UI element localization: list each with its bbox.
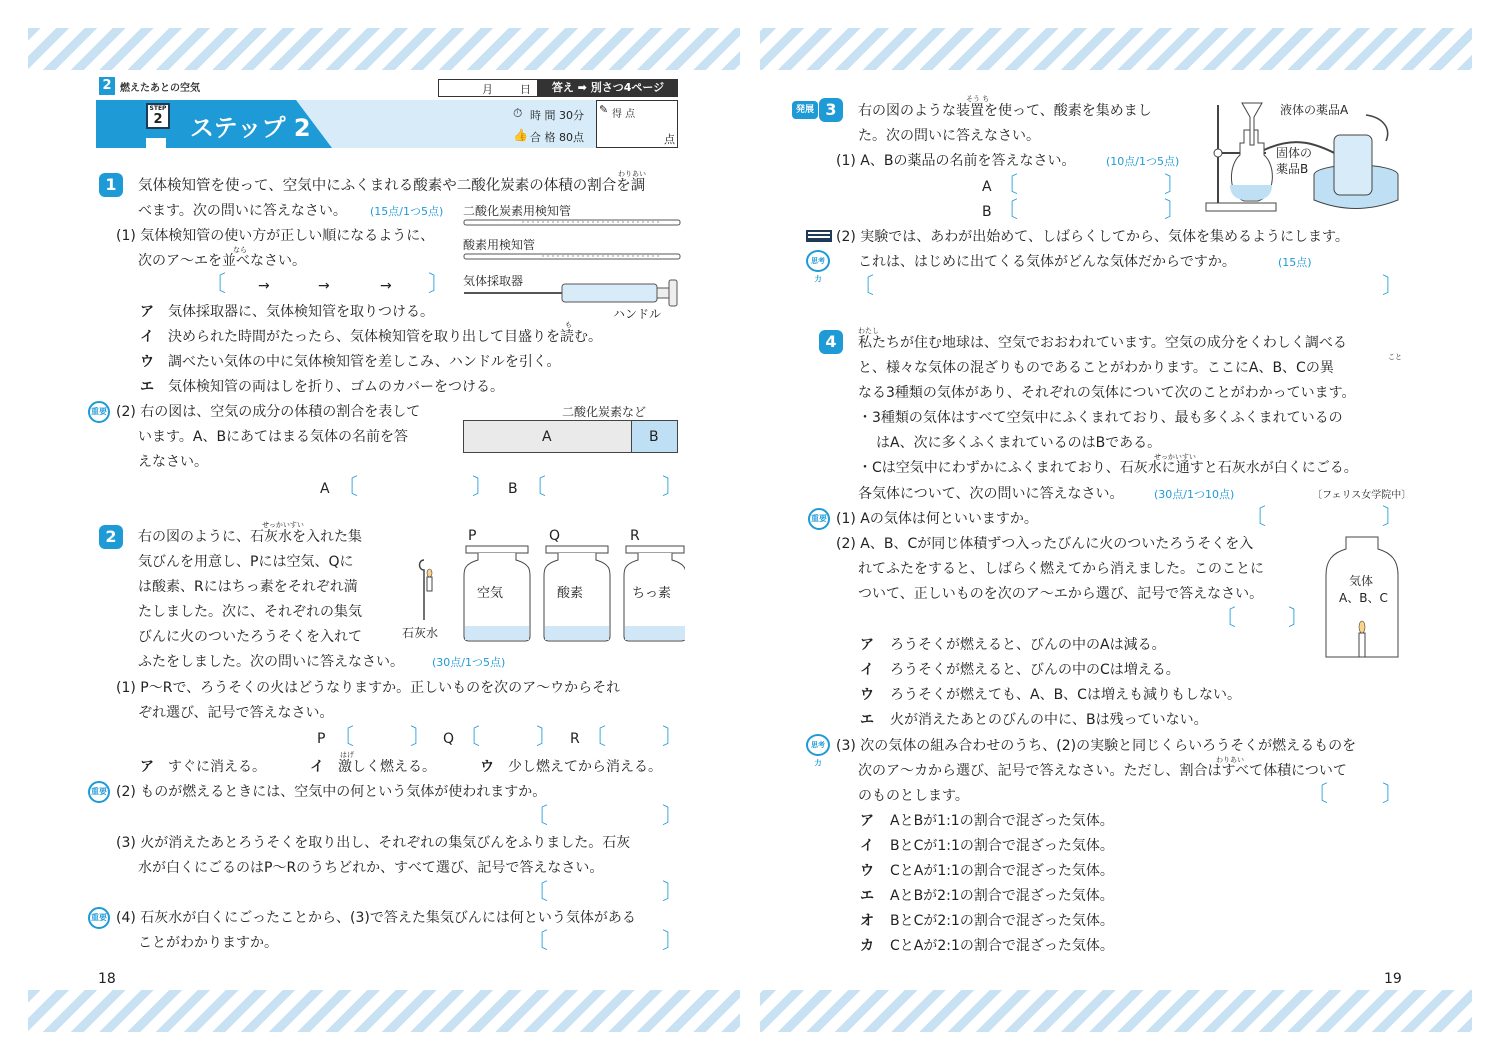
q1-sub1-line2: 次のア〜エを並べなさい。 bbox=[138, 253, 306, 269]
ruby-koto: こと bbox=[1388, 353, 1402, 361]
q4-sub2-option-text: ろうそくが燃えると、びんの中のAは減る。 bbox=[890, 637, 1166, 653]
q4-sub3-option-text: AとBが1:1の割合で混ざった気体。 bbox=[890, 813, 1114, 829]
q1-option-text: 決められた時間がたったら、気体検知管を取り出して目盛りを読む。 bbox=[168, 329, 602, 345]
q4-sub2-option-key: ウ bbox=[860, 687, 874, 703]
school-source: 〔フェリス女学院中〕 bbox=[1312, 490, 1412, 501]
q2-option-u-key: ウ bbox=[480, 759, 494, 775]
right-page-number: 19 bbox=[1384, 971, 1402, 987]
q3-text-line1: 右の図のような装置を使って、酸素を集めまし bbox=[858, 103, 1152, 119]
q2-answer-r-box[interactable]: 〔 〕 bbox=[584, 725, 684, 750]
q4-bullet1-line1: ・3種類の気体はすべて空気中にふくまれており、最も多くふくまれているの bbox=[858, 410, 1343, 426]
q4-sub2-option-text: ろうそくが燃えても、A、B、Cは増えも減りもしない。 bbox=[890, 687, 1241, 703]
hint-icon bbox=[806, 230, 832, 242]
q4-points: (30点/1つ10点) bbox=[1154, 488, 1235, 501]
air-bar-note: 二酸化炭素など bbox=[562, 405, 647, 419]
advanced-tag: 発展 bbox=[792, 101, 818, 119]
important-icon: 重要 bbox=[88, 401, 110, 423]
q2-points: (30点/1つ5点) bbox=[432, 656, 506, 669]
q4-text-line3: なる3種類の気体があり、それぞれの気体について次のことがわかっています。 bbox=[858, 385, 1356, 401]
q4-sub3-option-text: CとAが2:1の割合で混ざった気体。 bbox=[890, 938, 1114, 954]
q3-text-line2: た。次の問いに答えなさい。 bbox=[858, 128, 1040, 144]
question-2-badge: 2 bbox=[99, 525, 123, 549]
question-3-badge: 3 bbox=[819, 98, 843, 122]
q2-sub4-line2: ことがわかりますか。 bbox=[138, 935, 278, 951]
q1-option-key: ウ bbox=[140, 354, 154, 370]
sampler-label: 気体採取器 bbox=[463, 274, 524, 288]
handle-label: ハンドル bbox=[613, 307, 662, 321]
ruby-souchi: そう ち bbox=[966, 95, 990, 103]
passing-score: 合 格 80点 bbox=[530, 131, 584, 144]
page-spine bbox=[740, 0, 760, 1061]
q4-sub3-line: 次のア〜カから選び、記号で答えなさい。ただし、割合はすべて体積について bbox=[858, 763, 1347, 779]
q2-option-i-key: イ bbox=[310, 759, 324, 775]
score-unit: 点 bbox=[664, 133, 675, 146]
q1-answer-b-box[interactable]: 〔 〕 bbox=[524, 475, 684, 500]
q4-bullet1-line2: はA、次に多くふくまれているのはBである。 bbox=[876, 435, 1162, 451]
q3-answer-a-label: A bbox=[982, 179, 992, 195]
air-bar-a-label: A bbox=[542, 429, 552, 445]
q1-answer-a-label: A bbox=[320, 481, 330, 497]
q2-text-line: たしました。次に、それぞれの集気 bbox=[138, 604, 362, 620]
q2-sub4-answer-box[interactable]: 〔 〕 bbox=[526, 929, 684, 954]
q4-sub3-option-key: カ bbox=[860, 938, 874, 954]
solid-reagent-label-1: 固体の bbox=[1276, 146, 1313, 160]
day-label: 日 bbox=[520, 83, 531, 96]
q4-sub3-option-text: BとCが2:1の割合で混ざった気体。 bbox=[890, 913, 1114, 929]
q2-sub3-line2: 水が白くにごるのはP〜Rのうちどれか、すべて選び、記号で答えなさい。 bbox=[138, 860, 604, 876]
q4-sub3-option-key: オ bbox=[860, 913, 874, 929]
jar-q-label: Q bbox=[549, 528, 561, 544]
q4-sub2-option-text: 火が消えたあとのびんの中に、Bは残っていない。 bbox=[890, 712, 1208, 728]
q2-text-line: は酸素、Rにはちっ素をそれぞれ満 bbox=[138, 579, 358, 595]
q3-sub1-points: (10点/1つ5点) bbox=[1106, 155, 1180, 168]
q2-sub2: (2) ものが燃えるときには、空気中の何という気体が使われますか。 bbox=[116, 784, 547, 800]
q3-answer-b-box[interactable]: 〔 〕 bbox=[996, 198, 1186, 223]
jar-q-content: 酸素 bbox=[557, 586, 584, 601]
chapter-title: 燃えたあとの空気 bbox=[120, 83, 200, 94]
ruby-hage: はげ bbox=[340, 751, 354, 759]
q4-text-line2: と、様々な気体の混ざりものであることがわかります。ここにA、B、Cの異 bbox=[858, 360, 1334, 376]
q4-sub3-option-text: BとCが1:1の割合で混ざった気体。 bbox=[890, 838, 1114, 854]
q2-option-u-text: 少し燃えてから消える。 bbox=[508, 759, 662, 775]
q1-sub1-line1: (1) 気体検知管の使い方が正しい順になるように、 bbox=[116, 228, 435, 244]
q2-sub2-answer-box[interactable]: 〔 〕 bbox=[526, 804, 684, 829]
q4-sub3-option-key: イ bbox=[860, 838, 874, 854]
q4-sub3-option-text: CとAが1:1の割合で混ざった気体。 bbox=[890, 863, 1114, 879]
limewater-label: 石灰水 bbox=[402, 626, 439, 640]
thinking-icon: 思考力 bbox=[806, 734, 830, 756]
q2-answer-p-box[interactable]: 〔 〕 bbox=[332, 725, 432, 750]
q2-sub3-answer-box[interactable]: 〔 〕 bbox=[526, 880, 684, 905]
chapter-badge: 2 bbox=[99, 77, 115, 95]
q4-sub3-answer-box[interactable]: 〔 〕 bbox=[1306, 782, 1404, 807]
q4-text-line4: 各気体について、次の問いに答えなさい。 bbox=[858, 486, 1124, 502]
q2-answer-r-label: R bbox=[570, 731, 580, 747]
q4-sub2-option-key: イ bbox=[860, 662, 874, 678]
q1-sub2-line3: えなさい。 bbox=[138, 454, 208, 470]
q1-points: (15点/1つ5点) bbox=[370, 205, 444, 218]
q1-option-key: ア bbox=[140, 304, 154, 320]
step-icon bbox=[146, 103, 170, 129]
q4-sub2-answer-box[interactable]: 〔 〕 bbox=[1214, 606, 1310, 631]
order-arrow-1: → bbox=[258, 278, 270, 294]
o2-tube-label: 酸素用検知管 bbox=[463, 238, 536, 252]
q2-sub3-line1: (3) 火が消えたあとろうそくを取り出し、それぞれの集気びんをふりました。石灰 bbox=[116, 835, 631, 851]
order-arrow-2: → bbox=[318, 278, 330, 294]
q4-sub2-option-key: ア bbox=[860, 637, 874, 653]
co2-tube-label: 二酸化炭素用検知管 bbox=[463, 204, 572, 218]
q1-answer-b-label: B bbox=[508, 481, 518, 497]
q1-option-text: 調べたい気体の中に気体検知管を差しこみ、ハンドルを引く。 bbox=[168, 354, 561, 370]
q4-sub1-answer-box[interactable]: 〔 〕 bbox=[1244, 505, 1404, 530]
q2-text-line: びんに火のついたろうそくを入れて bbox=[138, 629, 362, 645]
q2-text-line: ふたをしました。次の問いに答えなさい。 bbox=[138, 654, 404, 670]
o2-detector-tube bbox=[462, 252, 684, 262]
q1-option-key: イ bbox=[140, 329, 154, 345]
q4-sub2-line: ついて、正しいものを次のア〜エから選び、記号で答えなさい。 bbox=[858, 586, 1264, 602]
ruby-watashi: わたし bbox=[858, 327, 879, 335]
q2-answer-q-label: Q bbox=[443, 731, 455, 747]
step-small-label: STEP bbox=[149, 105, 167, 112]
q2-option-a-key: ア bbox=[140, 759, 154, 775]
jar-p-content: 空気 bbox=[477, 586, 504, 601]
q1-text-line2: べます。次の問いに答えなさい。 bbox=[138, 203, 347, 219]
jar-r-label: R bbox=[630, 528, 640, 544]
ruby-narabe: なら bbox=[233, 246, 247, 254]
q4-bullet2: ・Cは空気中にわずかにふくまれており、石灰水に通すと石灰水が白くにごる。 bbox=[858, 460, 1358, 476]
q1-text-line1: 気体検知管を使って、空気中にふくまれる酸素や二酸化炭素の体積の割合を調 bbox=[138, 178, 646, 194]
jar-r-content: ちっ素 bbox=[632, 586, 672, 601]
q2-answer-q-box[interactable]: 〔 〕 bbox=[458, 725, 558, 750]
q4-sub3-option-key: ア bbox=[860, 813, 874, 829]
liquid-reagent-label: 液体の薬品A bbox=[1280, 103, 1349, 117]
q1-answer-a-box[interactable]: 〔 〕 bbox=[336, 475, 494, 500]
thumbs-up-icon: 👍 bbox=[513, 128, 528, 142]
q4-sub2-option-key: エ bbox=[860, 712, 874, 728]
q4-sub1: (1) Aの気体は何といいますか。 bbox=[836, 511, 1038, 527]
important-icon: 重要 bbox=[88, 781, 110, 803]
left-page-number: 18 bbox=[98, 971, 116, 987]
q4-sub3-option-text: AとBが2:1の割合で混ざった気体。 bbox=[890, 888, 1114, 904]
q3-sub2-line2: これは、はじめに出てくる気体がどんな気体だからですか。 bbox=[858, 254, 1236, 270]
bottle-gas-label-1: 気体 bbox=[1349, 574, 1374, 588]
q4-text-line1: 私たちが住む地球は、空気でおおわれています。空気の成分をくわしく調べる bbox=[858, 335, 1347, 351]
q3-sub2-points: (15点) bbox=[1278, 256, 1312, 269]
pencil-icon: ✎ bbox=[599, 103, 609, 116]
q3-answer-a-box[interactable]: 〔 〕 bbox=[996, 173, 1186, 198]
q1-sub2-line1: (2) 右の図は、空気の成分の体積の割合を表して bbox=[116, 404, 421, 420]
co2-detector-tube bbox=[462, 218, 684, 228]
solid-reagent-label-2: 薬品B bbox=[1276, 162, 1309, 176]
order-arrow-3: → bbox=[380, 278, 392, 294]
q1-order-answer[interactable]: 〔 〕 bbox=[204, 272, 450, 297]
q4-sub3-option-key: エ bbox=[860, 888, 874, 904]
q4-sub2-line: (2) A、B、Cが同じ体積ずつ入ったびんに火のついたろうそくを入 bbox=[836, 536, 1254, 552]
important-icon: 重要 bbox=[88, 907, 110, 929]
q4-sub2-line: れてふたをすると、しばらく燃えてから消えました。このことに bbox=[858, 561, 1264, 577]
ruby-sekkaisui-2: せっかいすい bbox=[1154, 453, 1196, 461]
question-4-badge: 4 bbox=[819, 330, 843, 354]
thinking-icon: 思考力 bbox=[806, 250, 830, 272]
month-label: 月 bbox=[482, 83, 493, 96]
q1-option-text: 気体採取器に、気体検知管を取りつける。 bbox=[168, 304, 434, 320]
q2-answer-p-label: P bbox=[317, 731, 326, 747]
time-limit: 時 間 30分 bbox=[530, 109, 584, 122]
q1-sub2-line2: います。A、Bにあてはまる気体の名前を答 bbox=[138, 429, 409, 445]
q2-text-line: 気びんを用意し、Pには空気、Qに bbox=[138, 554, 354, 570]
clock-icon: ⏱ bbox=[513, 106, 523, 120]
q2-option-i-text: 激しく燃える。 bbox=[338, 759, 436, 775]
q1-option-text: 気体検知管の両はしを折り、ゴムのカバーをつける。 bbox=[168, 379, 504, 395]
candle-spoon-drawing bbox=[410, 555, 440, 625]
score-label: 得 点 bbox=[612, 109, 636, 120]
q4-sub3-line: (3) 次の気体の組み合わせのうち、(2)の実験と同じくらいろうそくが燃えるものを bbox=[836, 738, 1357, 754]
q2-sub1-line1: (1) P〜Rで、ろうそくの火はどうなりますか。正しいものを次のア〜ウからそれ bbox=[116, 680, 621, 696]
air-bar-b-label: B bbox=[649, 429, 659, 445]
q1-option-key: エ bbox=[140, 379, 154, 395]
step-title: ステップ 2 bbox=[190, 114, 311, 142]
q4-sub3-line: のものとします。 bbox=[858, 788, 969, 804]
ruby-wariai-2: わりあい bbox=[1216, 756, 1244, 764]
bottle-gas-label-2: A、B、C bbox=[1339, 591, 1388, 605]
q4-sub2-option-text: ろうそくが燃えると、びんの中のCは増える。 bbox=[890, 662, 1180, 678]
ruby-me: も bbox=[565, 321, 572, 329]
q2-sub4-line1: (4) 石灰水が白くにごったことから、(3)で答えた集気びんには何という気体がある bbox=[116, 910, 636, 926]
answer-reference: 答え ➡ 別さつ4ページ bbox=[538, 79, 678, 97]
q4-sub3-option-key: ウ bbox=[860, 863, 874, 879]
gas-sampler-drawing bbox=[462, 278, 684, 308]
important-icon: 重要 bbox=[808, 508, 830, 530]
ruby-wariai: わりあい bbox=[618, 170, 646, 178]
q3-sub1: (1) A、Bの薬品の名前を答えなさい。 bbox=[836, 153, 1076, 169]
q2-option-a-text: すぐに消える。 bbox=[168, 759, 266, 775]
step-number: 2 bbox=[153, 112, 163, 127]
jar-p-label: P bbox=[468, 528, 477, 544]
q2-sub1-line2: ぞれ選び、記号で答えなさい。 bbox=[138, 705, 334, 721]
q3-sub2-line1: (2) 実験では、あわが出始めて、しばらくしてから、気体を集めるようにします。 bbox=[836, 229, 1349, 245]
q3-answer-b-label: B bbox=[982, 204, 992, 220]
q2-text-line: 右の図のように、石灰水を入れた集 bbox=[138, 529, 362, 545]
q3-sub2-answer-box[interactable]: 〔 〕 bbox=[852, 274, 1404, 299]
question-1-badge: 1 bbox=[99, 173, 123, 197]
ruby-sekkaisui: せっかいすい bbox=[262, 521, 304, 529]
